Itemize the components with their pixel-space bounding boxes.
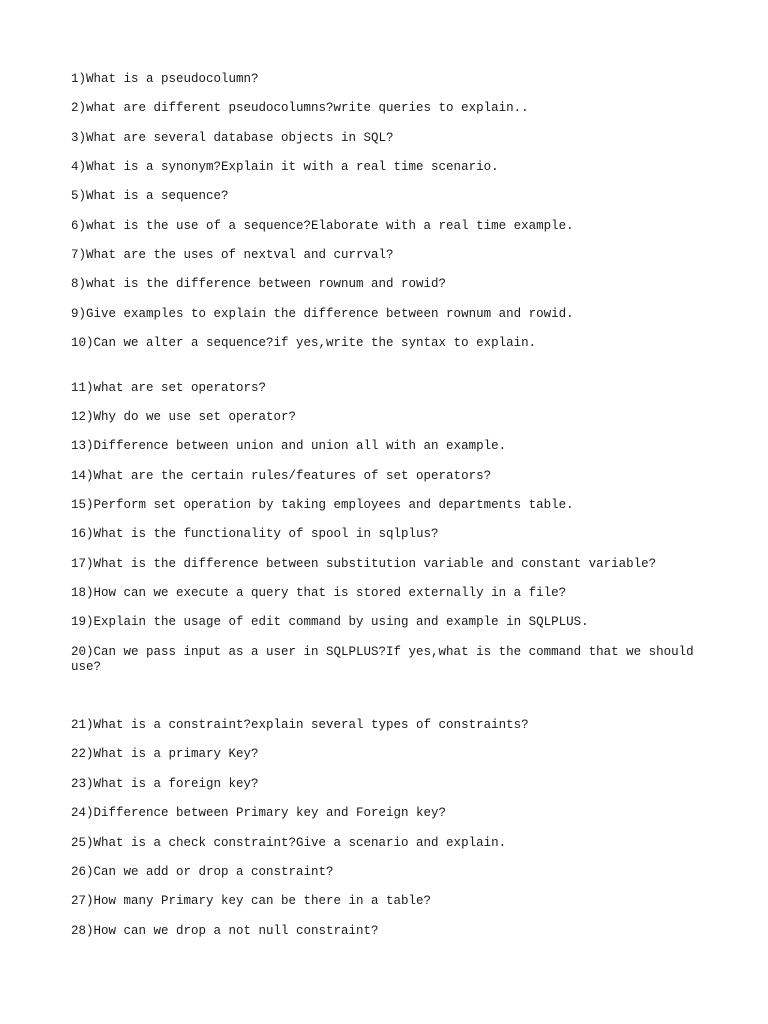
question-4: 4)What is a synonym?Explain it with a real time scenario. (71, 160, 499, 174)
question-25: 25)What is a check constraint?Give a scenario and explain. (71, 836, 507, 850)
question-10: 10)Can we alter a sequence?if yes,write the syntax to explain. (71, 336, 537, 350)
question-7: 7)What are the uses of nextval and currval? (71, 248, 394, 262)
question-14: 14)What are the certain rules/features of set operators? (71, 469, 492, 483)
question-17: 17)What is the difference between substitution variable and constant variable? (71, 557, 657, 571)
question-1: 1)What is a pseudocolumn? (71, 72, 259, 86)
question-26: 26)Can we add or drop a constraint? (71, 865, 334, 879)
question-20: 20)Can we pass input as a user in SQLPLUS?If yes,what is the command that we should use? (71, 645, 702, 674)
question-21: 21)What is a constraint?explain several types of constraints? (71, 718, 529, 732)
question-5: 5)What is a sequence? (71, 189, 229, 203)
question-9: 9)Give examples to explain the difference between rownum and rowid. (71, 307, 574, 321)
question-28: 28)How can we drop a not null constraint? (71, 924, 379, 938)
question-22: 22)What is a primary Key? (71, 747, 259, 761)
question-11: 11)what are set operators? (71, 381, 267, 395)
question-6: 6)what is the use of a sequence?Elaborate with a real time example. (71, 219, 574, 233)
question-8: 8)what is the difference between rownum and rowid? (71, 277, 447, 291)
question-13: 13)Difference between union and union all with an example. (71, 439, 507, 453)
question-24: 24)Difference between Primary key and Foreign key? (71, 806, 447, 820)
question-16: 16)What is the functionality of spool in sqlplus? (71, 527, 439, 541)
question-15: 15)Perform set operation by taking employees and departments table. (71, 498, 574, 512)
question-23: 23)What is a foreign key? (71, 777, 259, 791)
question-27: 27)How many Primary key can be there in a table? (71, 894, 432, 908)
question-3: 3)What are several database objects in SQL? (71, 131, 394, 145)
question-19: 19)Explain the usage of edit command by using and example in SQLPLUS. (71, 615, 589, 629)
question-2: 2)what are different pseudocolumns?write queries to explain.. (71, 101, 529, 115)
question-18: 18)How can we execute a query that is stored externally in a file? (71, 586, 567, 600)
question-12: 12)Why do we use set operator? (71, 410, 297, 424)
